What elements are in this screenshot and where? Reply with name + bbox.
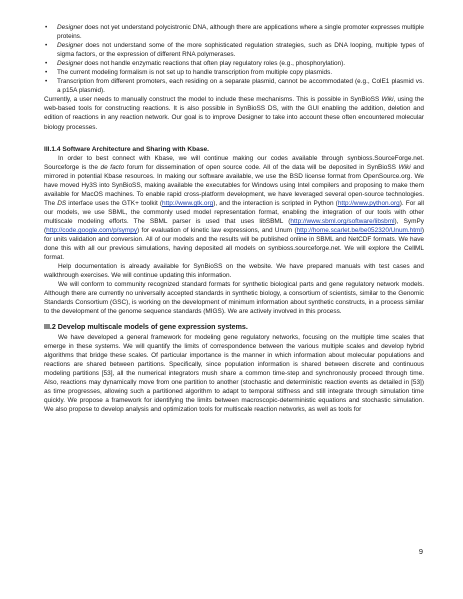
paragraph-text: ) for evaluation of kinetic law expressions, and Unum ( [137,226,297,234]
list-item: • Designer does not handle enzymatic reactions that often play regulatory roles (e.g., phosphorylation). [44,59,424,68]
software-architecture-paragraph [44,154,424,263]
section-heading-multiscale-models: III.2 Develop multiscale models of gene expression systems. [44,323,248,332]
list-item: • Transcription from different promoters, each residing on a separate plasmid, cannot be accommodated (e.g., ColE1 plasmid vs. a p15A plasmid). [44,77,424,95]
help-documentation-paragraph: Help documentation is already available for SynBioSS on the website. We have prepared manuals with test cases and walkthrough exercises. We will continue updating this information. [44,263,424,280]
url-link[interactable]: http://www.sbml.org/software/libsbml [290,217,395,225]
italic-term: DS [57,199,67,207]
paragraph-text: forum for dissemination of open source code. All of the data will be deposited in SynBioSS [124,163,399,171]
page-body [44,23,424,414]
list-item: • Designer does not understand some of the more sophisticated regulation strategies, such as DNA looping, multiple types of sigma factors, or the expression of different RNA polymerases. [44,41,424,59]
url-link[interactable]: http://www.python.org [337,199,400,207]
intro-paragraph: Currently, a user needs to manually construct the model to include these mechanisms. This is possible in SynBioSS Wiki, using the web-based tools for constructing reactions. It is also possible in SynBioSS DS, with the GUI enabling the addition, deletion and edition of reactions in any reaction network. Our goal is to improve Designer to take into account these often encountered molecular biology processes. [44,96,424,131]
section-heading-software-architecture: III.1.4 Software Architecture and Sharing with Kbase. [44,145,210,153]
page-number: 9 [418,547,423,556]
limitations-list [44,23,424,95]
url-link[interactable]: http://code.google.com/p/sympy [46,226,138,234]
multiscale-paragraph: We have developed a general framework for modeling gene regulatory networks, focusing on the multiple time scales that emerge in these systems. We will quantify the limits of correspondence between the various multiple scales and develop hybrid algorithms that bridge these scales. Of particular importance is the manner in which information about molecular populations and reactions are shared between partitions. Specifically, since population information is shared between discrete and continuous modeling partitions [53], all the numerical integrators mush share a common time-step and synchronously proceed through time. Also, reactions may dynamically move from one partition to another (stochastic and deterministic reaction events as detailed in [53]) as time progresses, allowing such a partitioned algorithm to adapt to temporal stiffness and still integrate through simulation time quickly. We propose a framework for identifying the limits between macroscopic-deterministic equations and stochastic simulation. We also propose to develop analysis and optimization tools for multiscale reaction networks, as well as tools for [44,333,424,413]
paragraph-text: ), and the interaction is scripted in Python ( [213,199,338,207]
italic-term: Wiki [398,163,411,171]
list-item: • Designer does not yet understand polycistronic DNA, although there are applications where a single promoter expresses multiple proteins. [44,23,424,41]
url-link[interactable]: http://www.gtk.org [162,199,214,207]
url-link[interactable]: http://home.scarlet.be/be052320/Unum.html [296,226,422,234]
paragraph-text: ), SymPy ( [44,217,425,234]
standards-paragraph: We will conform to community recognized standard formats for synthetic biological parts and gene regulatory network models. Although there are currently no universally accepted standards in synthetic biology, a consortium of scientists, similar to the Genomic Standards Consortium (GSC), is working on the development of minimum information about synthetic constructs, in a process similar to the development of the genome sequence standards (MIGS). We are actively involved in this process. [44,281,424,316]
italic-term: de facto [100,163,125,171]
paragraph-text: In order to best connect with Kbase, we will continue making our codes available through synbioss.SourceForge.net. Sourceforge is the [44,154,424,171]
paragraph-text: ). For all our models, we use SBML, the commonly used model representation format, enabling the integration of our tools with other multiscale modeling efforts. The SBML parser is used that uses libSBML ( [44,199,424,225]
paragraph-text: ) for units validation and conversion. All of our models and the results will be published online in SBML and NetCDF formats. We have done this with all our previous simulations, having deposited all models on synbioss.sourceforge.net. We will explore the CellML format. [44,226,424,262]
paragraph-text: interface uses the GTK+ toolkit ( [66,199,163,207]
paragraph-text: and mirrored in potential Kbase resources. In making our software available, we use the BSD license format from OpenSource.org. We have moved Hy3S into SynBioSS, making available the executables for Windows using Intel compilers and proposing to make them available for MacOS machines. To enable rapid cross-platform development, we have leveraged several open-source technologies. The [44,163,425,207]
list-item: • The current modeling formalism is not set up to handle transcription from multiple copy plasmids. [44,68,424,77]
